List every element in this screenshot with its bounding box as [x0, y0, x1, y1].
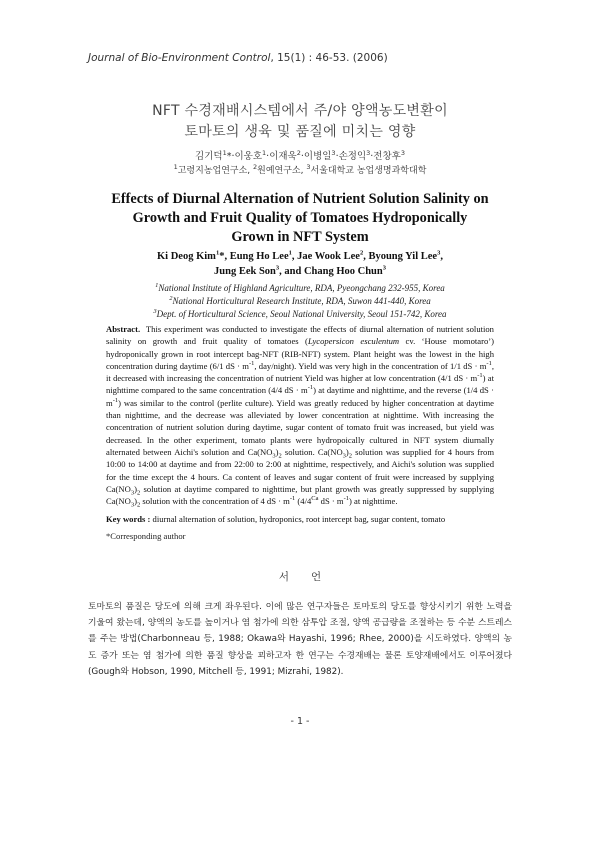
korean-title-line-2: 토마토의 생육 및 품질에 미치는 영향	[184, 124, 416, 140]
abstract-text: ) at daytime and nighttime, and the reverse (1/4 dS · m	[106, 385, 494, 408]
english-authors-line-1	[0, 249, 600, 264]
korean-author: 이병일	[303, 151, 332, 162]
affiliation-mark: 3	[153, 308, 157, 315]
author-separator: ,	[363, 251, 369, 262]
english-authors-line-2	[0, 264, 600, 279]
affiliation-mark: 1	[155, 282, 159, 289]
corresponding-author-note: *Corresponding author	[106, 531, 186, 541]
affiliation-mark: 1	[262, 148, 267, 157]
korean-author: 이웅호	[234, 151, 263, 162]
affiliation-mark: 3	[437, 249, 441, 257]
author-separator: , and	[279, 266, 304, 277]
unit-exponent: -1	[289, 495, 296, 503]
author-separator: *,	[219, 251, 230, 262]
unit-exponent: -1	[307, 384, 314, 392]
subscript: 3	[130, 501, 135, 509]
abstract-text: This experiment was conducted to investigate the effects of diurnal alternation of nutrient solution salinity on growth and fruit quality of tomatoes (	[106, 324, 494, 347]
english-affiliation-2	[0, 295, 600, 308]
author-separator: ,	[291, 251, 298, 262]
affiliation-mark: 2	[296, 148, 301, 157]
abstract-label: Abstract.	[106, 324, 141, 334]
korean-title-line-1: NFT 수경재배시스템에서 주/야 양액농도변환이	[152, 103, 448, 119]
author-separator: ·	[370, 151, 374, 162]
korean-author: 전창후	[373, 151, 401, 162]
affiliation-mark: 2	[169, 295, 173, 302]
unit-exponent: -1	[343, 495, 350, 503]
affiliation-mark: 3	[382, 264, 386, 272]
subscript: 3	[342, 452, 346, 460]
english-affiliation-3	[0, 308, 600, 321]
abstract-text: (4/4	[295, 496, 312, 507]
unit-exponent: -1	[112, 396, 119, 404]
affiliation-mark: 2	[253, 163, 258, 171]
korean-authors	[0, 148, 600, 162]
section-heading-introduction: 서언	[278, 571, 344, 583]
author-separator: ·	[335, 151, 339, 162]
abstract-text: ) was similar to the control (perlite culture). Yield was greatly reduced by higher concentration at daytime than nighttime, and the decrease was alleviated by lower concentration at nighttime. With increasing the concentration of nutrient solution during daytime, sugar content of tomato fruit was increased, but yield was decreased. In the other experiment, tomato plants were hydropoically cultured in NFT system diurnally alternated between Aichi's solution and Ca(NO	[106, 397, 494, 457]
affiliation-mark: 3	[366, 148, 371, 157]
abstract-text: solution. Ca(NO	[284, 446, 343, 457]
korean-affiliation: 고령지농업연구소,	[177, 166, 254, 176]
english-author: Chang Hoo Chun	[303, 266, 383, 277]
author-separator: ,	[440, 251, 443, 262]
english-affiliation-1	[0, 282, 600, 295]
affiliation-mark: 3	[400, 148, 405, 157]
introduction-paragraph: 토마토의 품질은 당도에 의해 크게 좌우된다. 이에 많은 연구자들은 토마토의 당도를 향상시키기 위한 노력을 기울여 왔는데, 양액의 농도를 높이거나 염 첨가에 의한 삼투압 조절, 양액 공급량을 조절하는 등 수분 스트레스를 주는 방법(Charbonneau 등, 1988; Okawa와 Hayashi, 1996; Rhee, 2000)을 시도하였다. 양액의 농도 증가 또는 염 첨가에 의한 품질 향상을 꾀하고자 한 연구는 수경재배는 물론 토양재배에서도 이루어졌다(Gough와 Hobson, 1990, Mitchell 등, 1991; Mizrahi, 1982).	[88, 602, 512, 677]
superscript: Ca	[311, 495, 319, 503]
author-separator: ·	[266, 151, 270, 162]
abstract-text: cv. ‘House momotaro’) hydroponically grown in root intercept bag-NFT (RIB-NFT) system. Plant height was the lowest in the high concentration during daytime (6/1 dS · m	[106, 336, 494, 371]
abstract-text: solution with the concentration of 4 dS · m	[140, 496, 290, 507]
abstract-text: , it decreased with increasing the concentration of nutrient Yield was higher at low concentration (4/1 dS · m	[106, 360, 494, 384]
affiliation-mark: 2	[359, 249, 364, 257]
affiliation-text: National Institute of Highland Agriculture, RDA, Pyeongchang 232-955, Korea	[158, 283, 445, 293]
unit-exponent: -1	[477, 372, 483, 380]
abstract-text: ) at nighttime compared to the same concentration (4/4 dS · m	[106, 373, 495, 396]
journal-name: Journal of Bio-Environment Control	[88, 52, 271, 64]
abstract-text: solution at daytime compared to nighttime, but plant growth was greatly suppressed by supplying Ca(NO	[106, 483, 494, 507]
unit-exponent: -1	[248, 360, 255, 368]
affiliation-mark: 1	[288, 249, 292, 257]
abstract: Abstract. This experiment was conducted to investigate the effects of diurnal alternation of nutrient solution salinity on growth and fruit quality of tomatoes (Lycopersicon esculentum cv. ‘House momotaro’) hydroponically grown in root intercept bag-NFT (RIB-NFT) system. Plant height was the lowest in the high concentration during daytime (6/1 dS · $m^{-1}$, day/night). Yield was very high in the concentration of 1/1 dS · $m^{-1}$, it decreased with increasing the concentration of nutrient Yield was higher at low concentration (4/1 dS · $m^{-1}$) at nighttime compared to the same concentration (4/4 dS · $m^{-1}$) at daytime and nighttime, and the reverse (1/4 dS · $m^{-1}$) was similar to the control (perlite culture). Yield was greatly reduced by higher concentration at daytime than nighttime, and the decrease was alleviated by lower concentration at nighttime. With increasing the concentration of nutrient solution during daytime, sugar content of tomato fruit was increased, but yield was decreased. In the other experiment, tomato plants were hydropoically cultured in NFT system diurnally alternated between Aichi's solution and $Ca(NO_3)_2$ solution. $Ca(NO_3)_2$ solution was supplied for 4 hours from 10:00 to 14:00 at daytime and from 22:00 to 2:00 at nighttime, respectively, and Aichi's solution was supplied for the time except the 4 hours. Ca content of leaves and sugar content of fruit were increased by supplying $Ca(NO_3)_2$ solution at daytime compared to nighttime, but plant growth was greatly suppressed by supplying $Ca(NO_3)_2$ solution with the concentration of 4 dS · $m^{-1}$ ($4/4^{Ca}$ dS · $m^{-1}$) at nighttime.	[106, 324, 495, 509]
affiliation-mark: 3	[331, 148, 336, 157]
affiliation-mark: 1	[222, 148, 227, 157]
species-name: Lycopersicon esculentum	[307, 336, 400, 347]
korean-affiliation: 원예연구소,	[257, 166, 307, 176]
korean-author: 김기덕	[195, 151, 223, 162]
english-title-line-1: Effects of Diurnal Alternation of Nutrient Solution Salinity on	[111, 191, 489, 207]
author-separator: ·	[300, 151, 304, 162]
affiliation-text: Dept. of Horticultural Science, Seoul National University, Seoul 151-742, Korea	[156, 309, 447, 319]
english-author: Ki Deog Kim	[157, 251, 216, 262]
subscript: 3	[272, 452, 276, 460]
keywords	[106, 514, 506, 524]
keywords-label: Key words :	[106, 514, 151, 524]
affiliation-mark: 1	[173, 163, 178, 171]
affiliation-mark: 3	[275, 264, 280, 272]
subscript: 2	[348, 452, 353, 460]
korean-author: 이재욱	[269, 151, 297, 162]
abstract-text: , day/night). Yield was very high in the concentration of 1/1 dS · m	[254, 360, 487, 371]
subscript: 2	[136, 489, 141, 497]
journal-citation	[88, 52, 388, 64]
affiliation-mark: 3	[306, 163, 311, 171]
korean-affiliations	[0, 163, 600, 176]
subscript: 2	[136, 501, 141, 509]
english-author: Eung Ho Lee	[229, 251, 289, 262]
page-number: - 1 -	[290, 716, 310, 727]
keywords-text: diurnal alternation of solution, hydroponics, root intercept bag, sugar content, tomato	[150, 514, 446, 524]
unit-exponent: -1	[486, 360, 492, 368]
author-separator: *·	[226, 151, 235, 162]
abstract-text: solution was supplied for 4 hours from 10:00 to 14:00 at daytime and from 22:00 to 2:00 at nighttime, respectively, and Aichi's solution was supplied for the time except the 4 hours. Ca content of leaves and sugar content of fruit were increased by supplying Ca(NO	[106, 446, 495, 494]
abstract-text: dS · m	[318, 496, 344, 507]
journal-volume-pages: , 15(1) : 46-53. (2006)	[270, 52, 388, 64]
abstract-text: ) at nighttime.	[349, 496, 398, 507]
affiliation-text: National Horticultural Research Institute, RDA, Suwon 441-440, Korea	[172, 296, 431, 306]
affiliation-mark: 1	[215, 249, 220, 257]
english-title-line-2: Growth and Fruit Quality of Tomatoes Hydroponically	[132, 210, 468, 226]
korean-author: 손정익	[338, 151, 367, 162]
korean-affiliation: 서울대학교 농업생명과학대학	[310, 166, 427, 176]
english-author: Byoung Yil Lee	[368, 251, 438, 262]
english-author: Jae Wook Lee	[297, 251, 360, 262]
english-author: Jung Eek Son	[214, 266, 276, 277]
subscript: 2	[278, 452, 282, 460]
subscript: 3	[130, 489, 135, 497]
english-title-line-3: Grown in NFT System	[231, 229, 369, 245]
